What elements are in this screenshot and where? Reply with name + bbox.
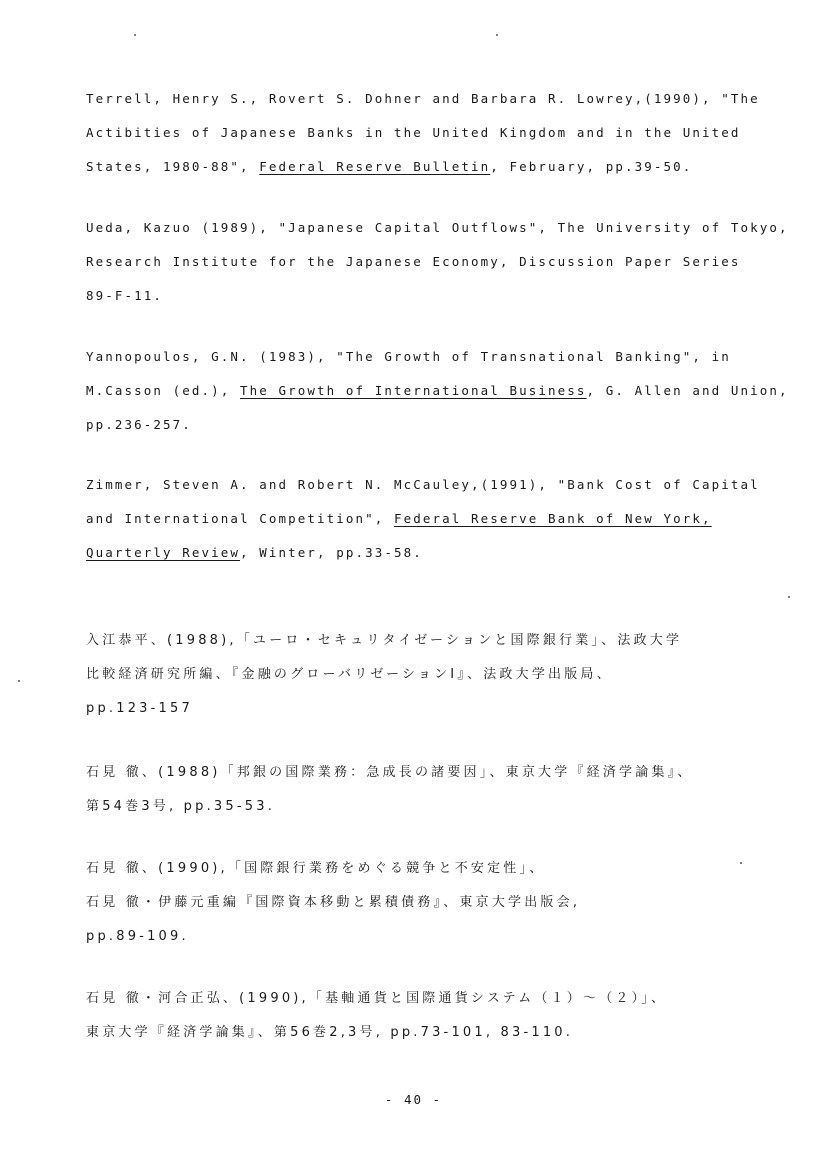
reference-line bbox=[86, 920, 786, 954]
scan-speck bbox=[740, 862, 742, 864]
reference-line bbox=[86, 790, 786, 824]
reference-text: pp.236-257. bbox=[86, 417, 192, 432]
publication-title: The Growth of International Business bbox=[240, 383, 587, 398]
reference-line bbox=[86, 211, 789, 245]
reference-text: and International Competition", bbox=[86, 511, 395, 526]
reference-text: , February, pp.39-50. bbox=[490, 159, 693, 174]
reference-text: Zimmer, Steven A. and Robert N. McCauley,(1991), "Bank Cost of Capital bbox=[86, 477, 760, 492]
reference-text: 89-F-11. bbox=[86, 288, 164, 303]
reference-text: 東京大学『経済学論集』、第56巻2,3号, pp.73-101, 83-110. bbox=[86, 1025, 574, 1040]
publication-title: Quarterly Review bbox=[86, 545, 241, 560]
reference-entry bbox=[86, 624, 786, 726]
scan-speck bbox=[134, 34, 136, 36]
reference-line bbox=[86, 1016, 786, 1050]
reference-text: 第54巻3号, pp.35-53. bbox=[86, 799, 276, 814]
reference-text: Actibities of Japanese Banks in the United Kingdom and in the United bbox=[86, 125, 741, 140]
reference-text: Research Institute for the Japanese Economy, Discussion Paper Series bbox=[86, 254, 741, 269]
reference-text: M.Casson (ed.), bbox=[86, 383, 241, 398]
reference-text: 石見 徹・河合正弘、(1990),「基軸通貨と国際通貨システム（１）～（２）」、 bbox=[86, 991, 668, 1006]
reference-entry bbox=[86, 852, 786, 954]
reference-entry bbox=[86, 982, 786, 1050]
reference-text: 入江恭平、(1988),「ユーロ・セキュリタイゼーションと国際銀行業」、法政大学 bbox=[86, 633, 683, 648]
reference-text: , G. Allen and Union, bbox=[586, 383, 789, 398]
reference-line bbox=[86, 658, 786, 692]
scan-speck bbox=[18, 680, 20, 682]
reference-line bbox=[86, 279, 786, 313]
reference-entry bbox=[86, 211, 789, 313]
reference-line bbox=[86, 150, 786, 184]
reference-text: Yannopoulos, G.N. (1983), "The Growth of Transnational Banking", in bbox=[86, 349, 731, 364]
publication-title: Federal Reserve Bulletin bbox=[259, 159, 491, 174]
reference-text: 比較経済研究所編、『金融のグローバリゼーションⅠ』、法政大学出版局、 bbox=[86, 667, 613, 682]
reference-line bbox=[86, 756, 786, 790]
page-number: - 40 - bbox=[384, 1092, 443, 1107]
reference-entry bbox=[86, 756, 786, 824]
reference-line bbox=[86, 245, 786, 279]
reference-entry bbox=[86, 468, 786, 570]
reference-text: Ueda, Kazuo (1989), "Japanese Capital Outflows", The University of Tokyo, bbox=[86, 220, 789, 235]
scan-speck bbox=[788, 596, 790, 598]
reference-line bbox=[86, 468, 786, 502]
reference-text: 石見 徹・伊藤元重編『国際資本移動と累積債務』、東京大学出版会, bbox=[86, 895, 581, 910]
reference-text: 石見 徹、(1990),「国際銀行業務をめぐる競争と不安定性」、 bbox=[86, 861, 546, 876]
reference-line bbox=[86, 982, 786, 1016]
reference-line bbox=[86, 536, 786, 570]
reference-line bbox=[86, 374, 789, 408]
reference-line bbox=[86, 852, 786, 886]
reference-line bbox=[86, 340, 786, 374]
reference-text: Terrell, Henry S., Rovert S. Dohner and Barbara R. Lowrey,(1990), "The bbox=[86, 91, 760, 106]
reference-line bbox=[86, 502, 786, 536]
reference-text: 石見 徹、(1988)「邦銀の国際業務：急成長の諸要因」、東京大学『経済学論集』、 bbox=[86, 765, 694, 780]
reference-line bbox=[86, 886, 786, 920]
publication-title: Federal Reserve Bank of New York, bbox=[394, 511, 712, 526]
reference-text: , Winter, pp.33-58. bbox=[240, 545, 423, 560]
reference-text: States, 1980-88", bbox=[86, 159, 260, 174]
reference-text: pp.123-157 bbox=[86, 701, 193, 716]
reference-text: pp.89-109. bbox=[86, 929, 189, 944]
scan-speck bbox=[496, 34, 498, 36]
reference-entry bbox=[86, 82, 786, 184]
reference-line bbox=[86, 408, 786, 442]
reference-line bbox=[86, 82, 786, 116]
reference-line bbox=[86, 624, 786, 658]
reference-line bbox=[86, 692, 786, 726]
reference-line bbox=[86, 116, 786, 150]
reference-entry bbox=[86, 340, 789, 442]
